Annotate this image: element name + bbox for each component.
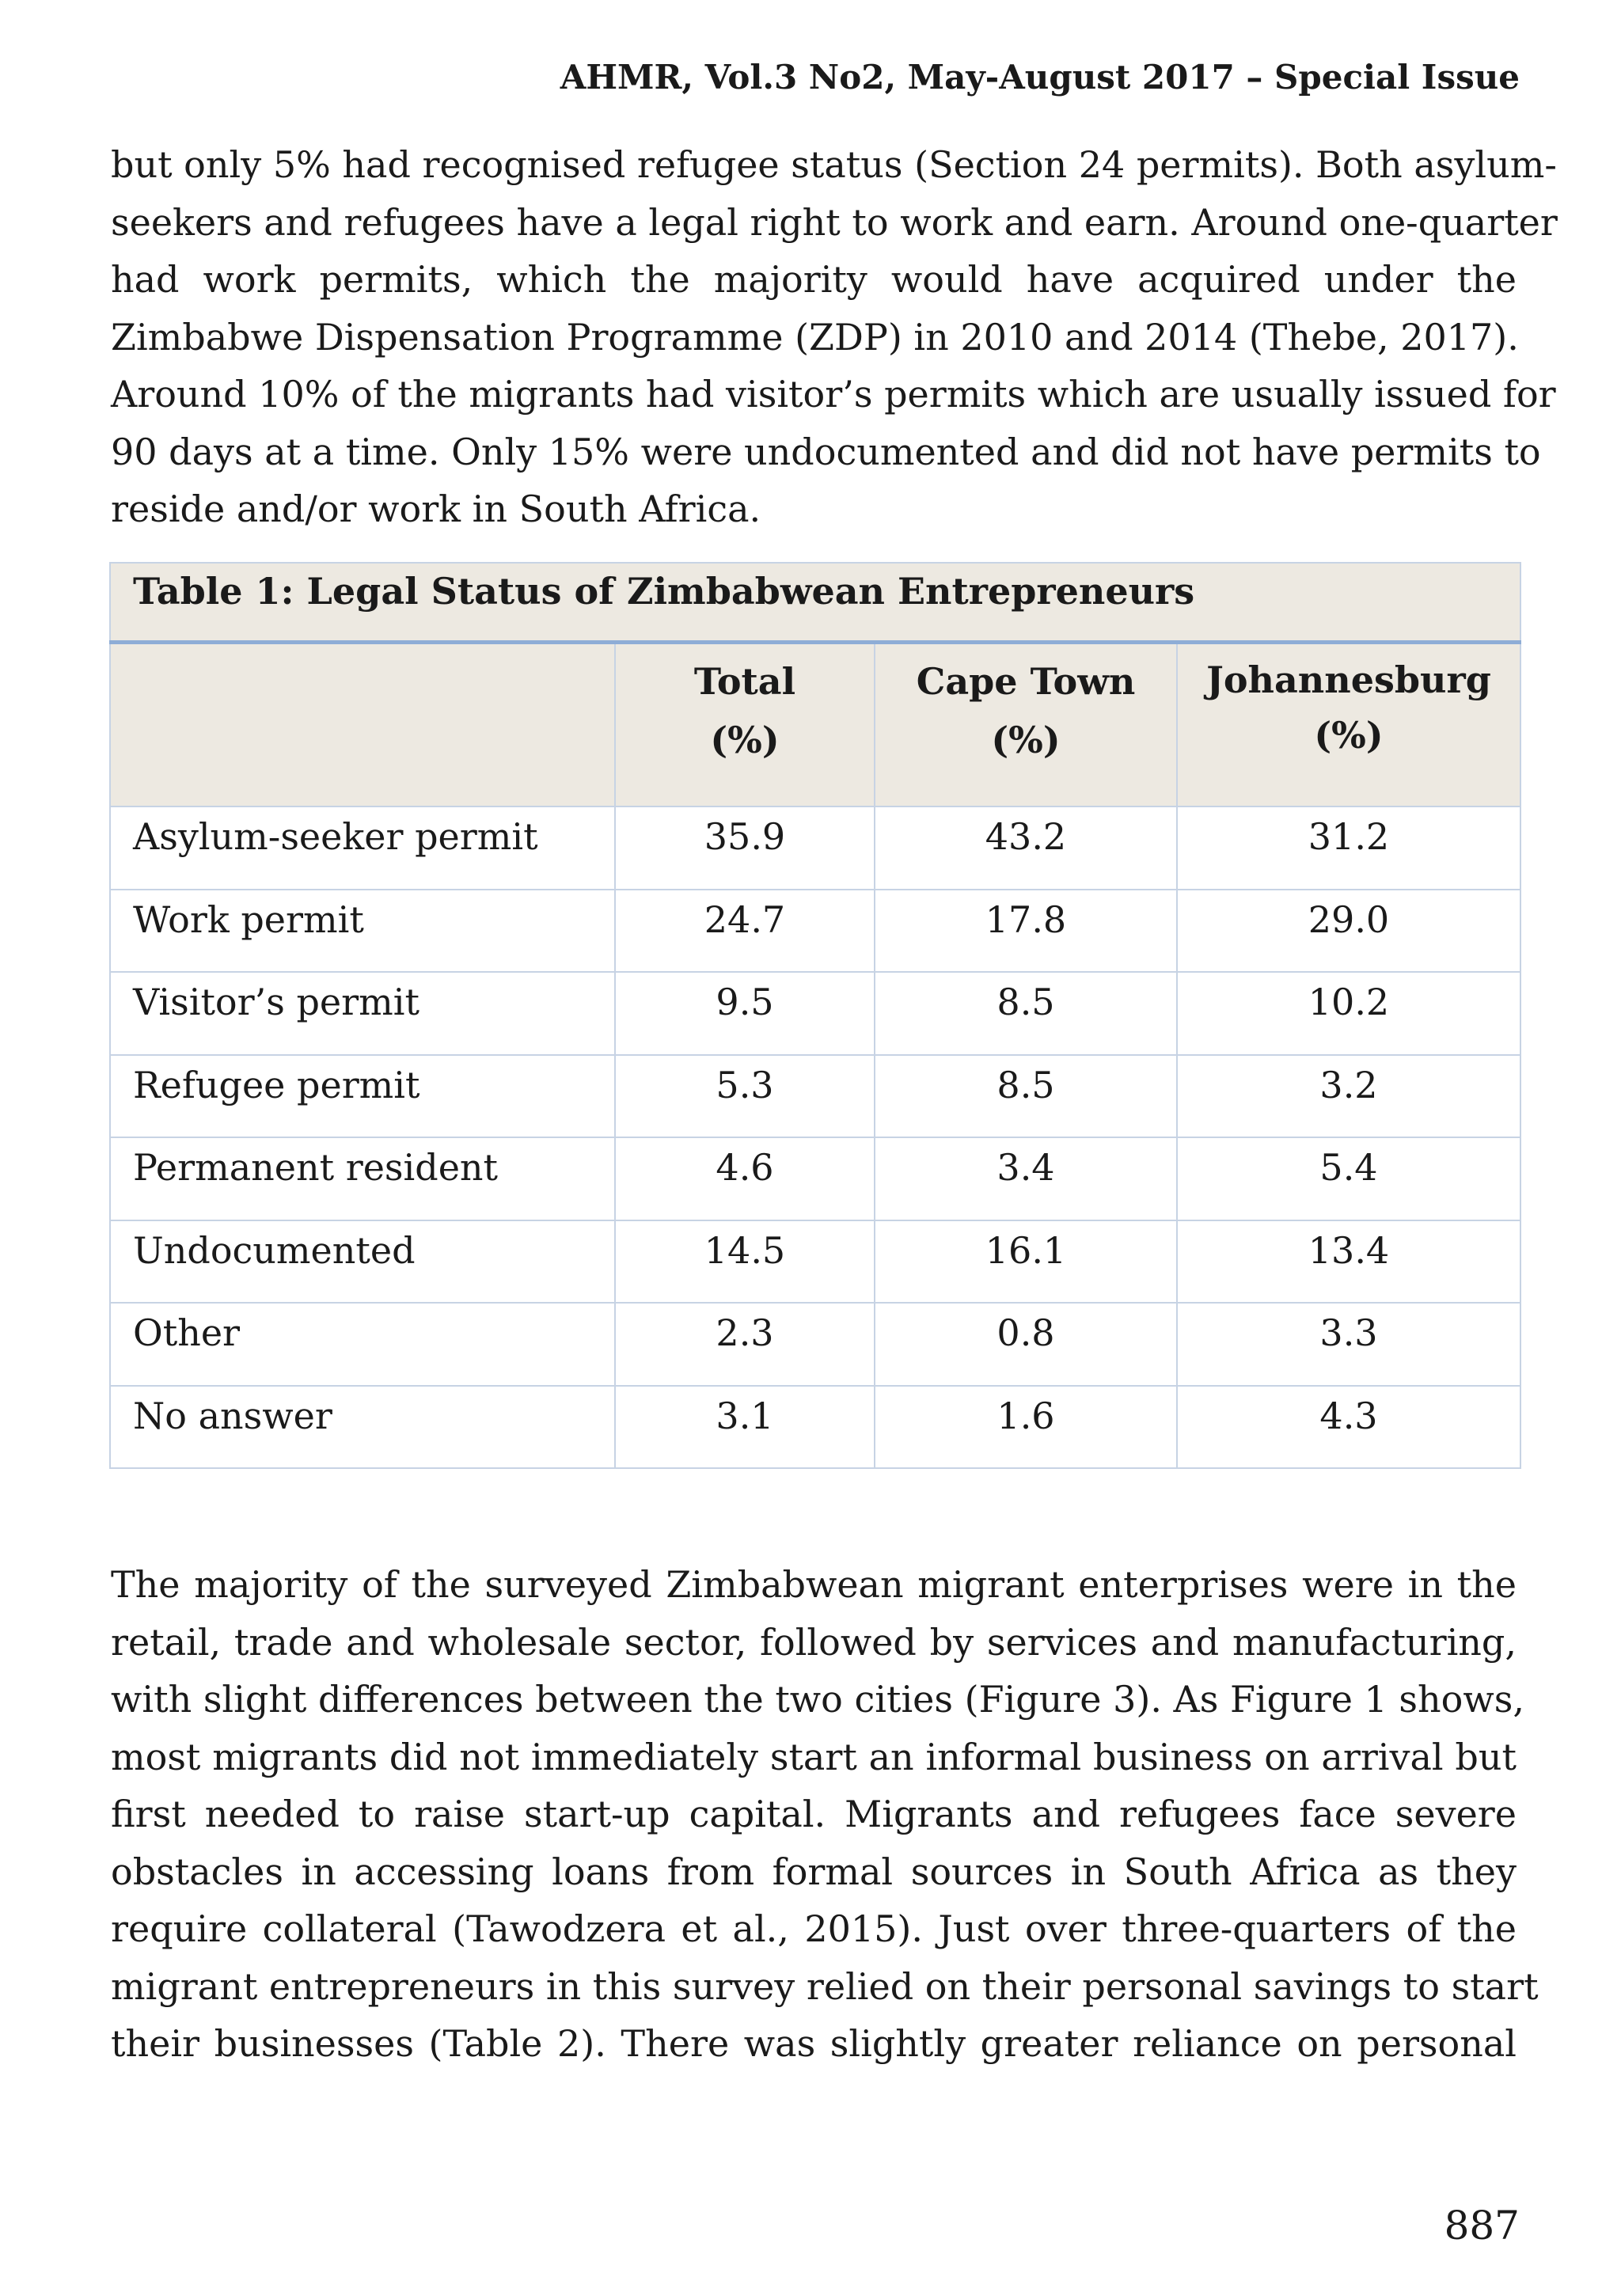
table-row xyxy=(110,1137,1520,1220)
paragraph-line: with slight differences between the two cities (Figure 3). As Figure 1 shows, xyxy=(111,1678,1524,1721)
cell-cape-town: 8.5 xyxy=(875,972,1177,1055)
table-row xyxy=(110,806,1520,890)
cell-total: 5.3 xyxy=(615,1055,875,1138)
paragraph-line: Zimbabwe Dispensation Programme (ZDP) in 2010 and 2014 (Thebe, 2017). xyxy=(111,315,1519,359)
cell-cape-town: 17.8 xyxy=(875,890,1177,973)
cell-johannesburg: 10.2 xyxy=(1177,972,1520,1055)
row-label: Work permit xyxy=(110,890,615,973)
cell-total: 3.1 xyxy=(615,1386,875,1469)
cell-total: 35.9 xyxy=(615,806,875,890)
header-johannesburg-unit: (%) xyxy=(1314,713,1384,757)
paragraph-line: first needed to raise start-up capital. Migrants and refugees face severe xyxy=(111,1793,1517,1835)
cell-total: 9.5 xyxy=(615,972,875,1055)
cell-johannesburg: 29.0 xyxy=(1177,890,1520,973)
cell-johannesburg: 5.4 xyxy=(1177,1137,1520,1220)
body-paragraph-1 xyxy=(111,136,1558,538)
row-label: Other xyxy=(110,1303,615,1386)
cell-johannesburg: 3.3 xyxy=(1177,1303,1520,1386)
cell-johannesburg: 4.3 xyxy=(1177,1386,1520,1469)
header-empty-cell xyxy=(110,642,615,806)
table-legal-status xyxy=(109,562,1520,1469)
row-label: Permanent resident xyxy=(110,1137,615,1220)
paragraph-line: retail, trade and wholesale sector, followed by services and manufacturing, xyxy=(111,1620,1517,1664)
cell-total: 4.6 xyxy=(615,1137,875,1220)
header-total xyxy=(615,642,875,806)
paragraph-line: seekers and refugees have a legal right to work and earn. Around one-quarter xyxy=(111,200,1558,244)
table-caption: Table 1: Legal Status of Zimbabwean Entrepreneurs xyxy=(110,563,1520,642)
header-total-label: Total xyxy=(693,659,796,703)
paragraph-line: Around 10% of the migrants had visitor’s permits which are usually issued for xyxy=(111,373,1556,416)
header-cape-town xyxy=(875,642,1177,806)
cell-total: 2.3 xyxy=(615,1303,875,1386)
paragraph-line: reside and/or work in South Africa. xyxy=(111,488,761,530)
cell-cape-town: 0.8 xyxy=(875,1303,1177,1386)
row-label: Asylum-seeker permit xyxy=(110,806,615,890)
running-header: AHMR, Vol.3 No2, May-August 2017 – Special Issue xyxy=(560,58,1520,97)
row-label: No answer xyxy=(110,1386,615,1469)
cell-johannesburg: 31.2 xyxy=(1177,806,1520,890)
paragraph-line: The majority of the surveyed Zimbabwean migrant enterprises were in the xyxy=(111,1563,1517,1606)
paragraph-line: but only 5% had recognised refugee status (Section 24 permits). Both asylum- xyxy=(111,143,1557,186)
data-table xyxy=(109,562,1521,1469)
cell-cape-town: 3.4 xyxy=(875,1137,1177,1220)
row-label: Visitor’s permit xyxy=(110,972,615,1055)
header-johannesburg xyxy=(1177,642,1520,806)
paragraph-line: 90 days at a time. Only 15% were undocumented and did not have permits to xyxy=(111,430,1541,473)
header-total-unit: (%) xyxy=(710,718,780,761)
cell-cape-town: 16.1 xyxy=(875,1220,1177,1304)
table-header-row xyxy=(110,642,1520,806)
table-row xyxy=(110,1303,1520,1386)
row-label: Refugee permit xyxy=(110,1055,615,1138)
row-label: Undocumented xyxy=(110,1220,615,1304)
page-number: 887 xyxy=(1444,2203,1520,2249)
paragraph-line: most migrants did not immediately start an informal business on arrival but xyxy=(111,1735,1517,1778)
header-johannesburg-label: Johannesburg xyxy=(1206,658,1491,701)
cell-cape-town: 8.5 xyxy=(875,1055,1177,1138)
paragraph-line: migrant entrepreneurs in this survey relied on their personal savings to start xyxy=(111,1964,1539,2008)
paragraph-line: require collateral (Tawodzera et al., 2015). Just over three-quarters of the xyxy=(111,1907,1517,1950)
header-cape-town-label: Cape Town xyxy=(916,659,1136,703)
header-cape-town-unit: (%) xyxy=(991,718,1061,761)
paragraph-line: had work permits, which the majority would have acquired under the xyxy=(111,258,1517,301)
body-paragraph-2 xyxy=(111,1556,1539,2073)
cell-cape-town: 1.6 xyxy=(875,1386,1177,1469)
table-row xyxy=(110,890,1520,973)
cell-johannesburg: 3.2 xyxy=(1177,1055,1520,1138)
cell-johannesburg: 13.4 xyxy=(1177,1220,1520,1304)
paragraph-line: their businesses (Table 2). There was slightly greater reliance on personal xyxy=(111,2022,1517,2065)
table-row xyxy=(110,972,1520,1055)
cell-total: 24.7 xyxy=(615,890,875,973)
table-row xyxy=(110,1386,1520,1469)
table-caption-row xyxy=(110,563,1520,642)
paragraph-line: obstacles in accessing loans from formal sources in South Africa as they xyxy=(111,1850,1517,1893)
cell-cape-town: 43.2 xyxy=(875,806,1177,890)
cell-total: 14.5 xyxy=(615,1220,875,1304)
table-row xyxy=(110,1055,1520,1138)
table-row xyxy=(110,1220,1520,1304)
